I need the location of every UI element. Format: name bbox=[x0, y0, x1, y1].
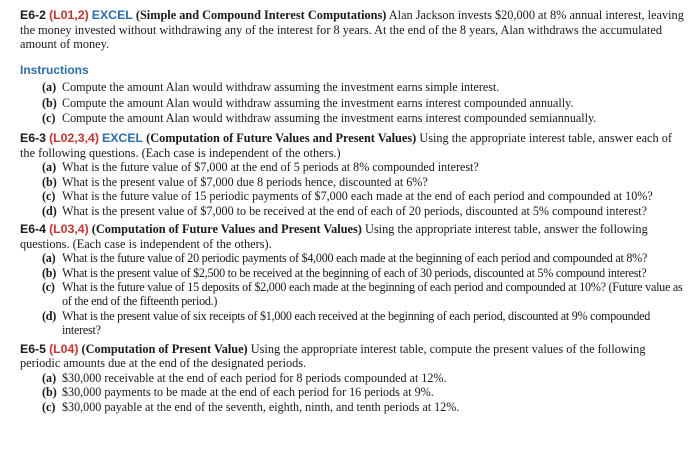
exercise-number: E6-2 bbox=[20, 8, 46, 22]
exercise-e6-4 bbox=[20, 222, 685, 251]
list-item bbox=[20, 251, 685, 265]
exercise-title: (Computation of Future Values and Present Values) bbox=[146, 131, 417, 146]
item-text: Compute the amount Alan would withdraw assuming the investment earns interest compounded semiannually. bbox=[62, 111, 597, 126]
item-label: (a) bbox=[42, 160, 57, 175]
item-label: (a) bbox=[42, 79, 57, 94]
item-label: (b) bbox=[42, 95, 57, 110]
list-item bbox=[20, 189, 685, 203]
instructions-heading: Instructions bbox=[20, 62, 89, 77]
exercise-body: Alan Jackson invests $20,000 at 8% annual interest, leaving the money invested without withdrawing any of the interest for 8 years. At the end of the 8 years, Alan withdraws the accumulated amount of money. bbox=[20, 8, 684, 52]
question-list bbox=[20, 80, 685, 127]
list-item bbox=[20, 111, 685, 127]
item-text: What is the future value of 20 periodic payments of $4,000 each made at the beginning of each period and compounded at 8%? bbox=[62, 251, 648, 266]
list-item bbox=[20, 175, 685, 189]
list-item bbox=[20, 160, 685, 174]
learning-objective: (L02,3,4) bbox=[49, 131, 99, 146]
item-label: (c) bbox=[42, 111, 56, 126]
exercise-body: Using the appropriate interest table, compute the present values of the following periodic amounts due at the end of the designated periods. bbox=[20, 341, 646, 371]
learning-objective: (L01,2) bbox=[49, 8, 89, 22]
question-list bbox=[20, 371, 685, 414]
item-text: What is the present value of six receipts of $1,000 each received at the beginning of each period, discounted at 9% compounded interest? bbox=[62, 308, 651, 338]
question-list bbox=[20, 160, 685, 218]
item-text: Compute the amount Alan would withdraw assuming the investment earns simple interest. bbox=[62, 79, 500, 94]
item-label: (c) bbox=[42, 189, 56, 204]
item-label: (d) bbox=[42, 308, 57, 323]
list-item bbox=[20, 266, 685, 280]
exercise-e6-3 bbox=[20, 131, 685, 160]
list-item bbox=[20, 385, 685, 399]
learning-objective: (L04) bbox=[49, 341, 79, 356]
list-item bbox=[20, 400, 685, 414]
item-text: What is the present value of $7,000 to be received at the end of each of 20 periods, discounted at 5% compound interest? bbox=[62, 203, 648, 218]
item-text: What is the present value of $7,000 due 8 periods hence, discounted at 6%? bbox=[62, 174, 428, 189]
exercise-e6-2 bbox=[20, 8, 685, 52]
list-item bbox=[20, 280, 685, 309]
item-label: (c) bbox=[42, 279, 55, 294]
exercise-body: Using the appropriate interest table, answer the following questions. (Each case is independent of the others). bbox=[20, 221, 648, 251]
item-label: (b) bbox=[42, 174, 57, 189]
item-text: What is the future value of $7,000 at the end of 5 periods at 8% compounded interest? bbox=[62, 160, 479, 175]
item-label: (b) bbox=[42, 265, 57, 280]
question-list bbox=[20, 251, 685, 337]
list-item bbox=[20, 80, 685, 96]
item-text: What is the future value of 15 periodic payments of $7,000 each made at the end of each period and compounded at 10%? bbox=[62, 189, 653, 204]
list-item bbox=[20, 204, 685, 218]
exercise-title: (Simple and Compound Interest Computations) bbox=[135, 8, 387, 22]
item-label: (a) bbox=[42, 251, 56, 266]
list-item bbox=[20, 309, 685, 338]
exercise-title: (Computation of Future Values and Present Values) bbox=[91, 221, 362, 236]
item-label: (c) bbox=[42, 399, 56, 414]
learning-objective: (L03,4) bbox=[49, 221, 89, 236]
item-label: (d) bbox=[42, 203, 57, 218]
exercise-number: E6-4 bbox=[20, 221, 46, 236]
exercise-title: (Computation of Present Value) bbox=[81, 341, 248, 356]
item-text: What is the present value of $2,500 to be received at the beginning of each of 30 periods, discounted at 5% compound interest? bbox=[62, 265, 647, 280]
item-text: Compute the amount Alan would withdraw assuming the investment earns interest compounded annually. bbox=[62, 95, 574, 110]
excel-badge: EXCEL bbox=[102, 131, 144, 146]
item-text: $30,000 payments to be made at the end of each period for 16 periods at 9%. bbox=[62, 385, 434, 400]
list-item bbox=[20, 96, 685, 112]
textbook-page bbox=[20, 8, 685, 414]
excel-badge: EXCEL bbox=[91, 8, 133, 22]
exercise-body: Using the appropriate interest table, answer each of the following questions. (Each case is independent of the others.) bbox=[20, 131, 672, 160]
item-text: $30,000 receivable at the end of each period for 8 periods compounded at 12%. bbox=[62, 370, 447, 385]
exercise-number: E6-5 bbox=[20, 341, 46, 356]
item-text: $30,000 payable at the end of the seventh, eighth, ninth, and tenth periods at 12%. bbox=[62, 399, 460, 414]
item-text: What is the future value of 15 deposits of $2,000 each made at the beginning of each period and compounded at 10%? (Future value as of the end of the fifteenth period.) bbox=[62, 279, 683, 309]
exercise-number: E6-3 bbox=[20, 131, 46, 146]
list-item bbox=[20, 371, 685, 385]
item-label: (a) bbox=[42, 370, 57, 385]
exercise-e6-5 bbox=[20, 342, 685, 371]
item-label: (b) bbox=[42, 385, 57, 400]
